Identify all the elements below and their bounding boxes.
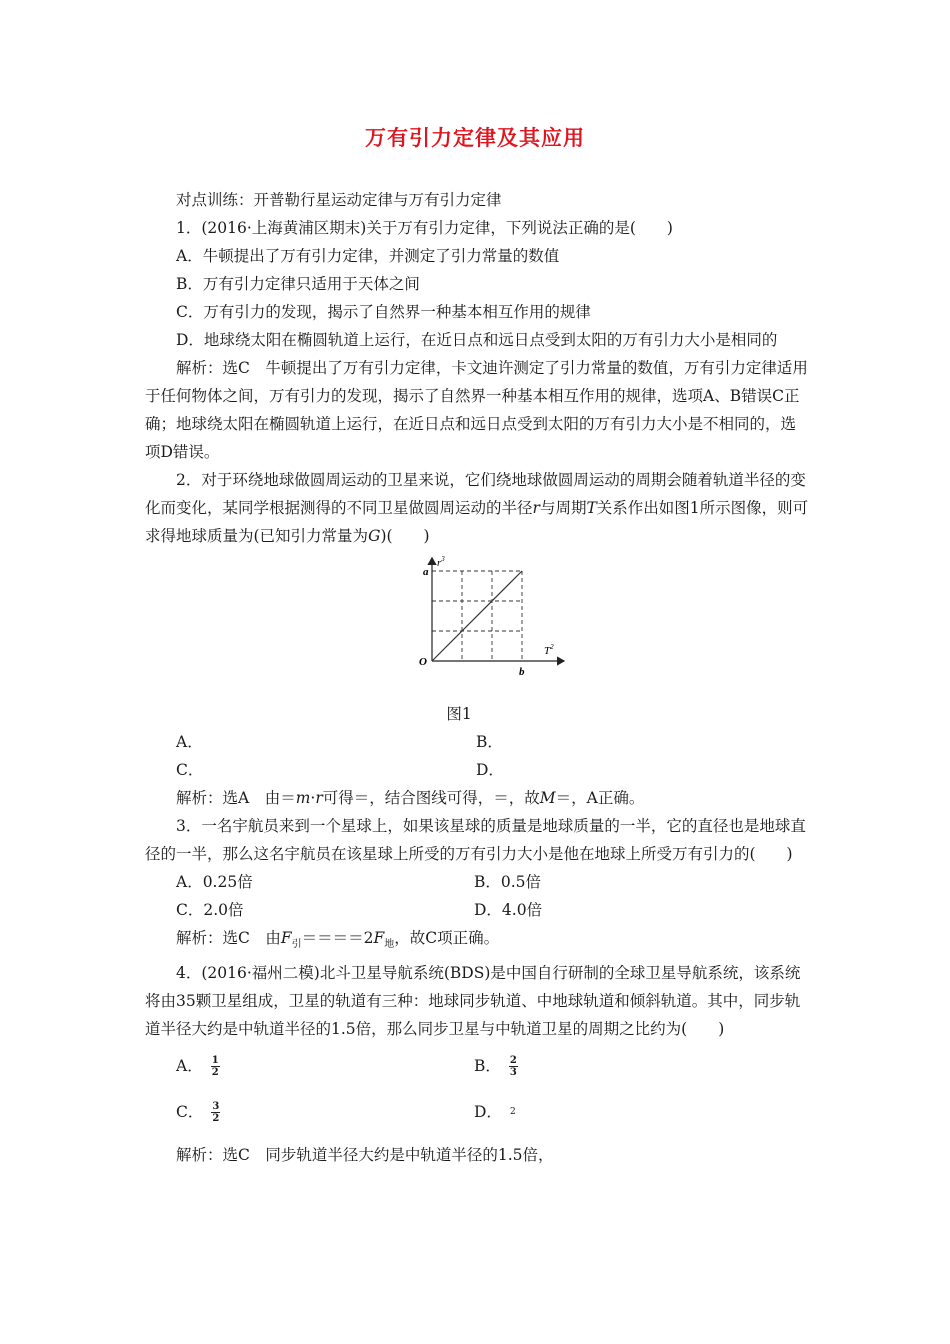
q4-option-b: B． $\frac{2}{3}$ [474, 1054, 517, 1078]
q1-option-d: D．地球绕太阳在椭圆轨道上运行，在近日点和远日点受到太阳的万有引力大小是相同的 [176, 331, 778, 349]
section-heading: 对点训练：开普勒行星运动定律与万有引力定律 [176, 191, 502, 209]
q4-option-c: C． $\frac{3}{2}$ [176, 1100, 220, 1124]
q2-options-row-2 [145, 756, 809, 784]
q2-analysis: 解析：选A 由＝m·r可得＝，结合图线可得，＝，故M＝，A正确。 [176, 789, 645, 807]
q4-option-d: D． 2 [474, 1103, 516, 1122]
q1-analysis: 解析：选C 牛顿提出了万有引力定律，卡文迪许测定了引力常量的数值，万有引力定律适用于任何物体之间，万有引力的发现，揭示了自然界一种基本相互作用的规律，选项A、B错误C正确；地球绕太阳在椭圆轨道上运行，在近日点和远日点受到太阳的万有引力大小是不相同的，选项D错误。 [145, 359, 808, 461]
origin-label: O [419, 656, 427, 668]
q2-option-d: D． [476, 761, 504, 779]
q1-option-c: C．万有引力的发现，揭示了自然界一种基本相互作用的规律 [176, 303, 591, 321]
q1-stem: 1．(2016·上海黄浦区期末)关于万有引力定律，下列说法正确的是( ) [176, 219, 673, 237]
x-mark-b: b [519, 666, 525, 678]
q3-analysis: 解析：选C 由$F_引====2F_地$，故C项正确。 [176, 929, 500, 951]
q4-options-row-1 [145, 1043, 809, 1089]
q3-option-b: B．0.5倍 [474, 873, 542, 891]
q3-option-c: C．2.0倍 [176, 901, 244, 919]
figure-1 [145, 554, 809, 700]
q2-options-row-1 [145, 728, 809, 756]
q3-option-d: D．4.0倍 [474, 901, 543, 919]
page-title: 万有引力定律及其应用 [365, 126, 585, 150]
q2-stem: 2．对于环绕地球做圆周运动的卫星来说，它们绕地球做圆周运动的周期会随着轨道半径的变化而变化，某同学根据测得的不同卫星做圆周运动的半径r与周期T关系作出如图1所示图像，则可求得地球质量为(已知引力常量为G)( ) [145, 471, 809, 545]
document-body [145, 186, 809, 1169]
r3-T2-graph [390, 554, 570, 678]
q2-option-a: A． [176, 733, 203, 751]
y-axis-label: $r^3$ [437, 555, 445, 569]
q2-option-b: B． [476, 733, 503, 751]
figure-caption: 图1 [446, 705, 472, 723]
q4-stem: 4．(2016·福州二模)北斗卫星导航系统(BDS)是中国自行研制的全球卫星导航系统，该系统将由35颗卫星组成，卫星的轨道有三种：地球同步轨道、中地球轨道和倾斜轨道。其中，同步轨道半径大约是中轨道半径的1.5倍，那么同步卫星与中轨道卫星的周期之比约为( ) [145, 964, 801, 1039]
q4-analysis: 解析：选C 同步轨道半径大约是中轨道半径的1.5倍， [176, 1146, 554, 1165]
q3-option-a: A．0.25倍 [176, 873, 253, 891]
q3-stem: 3．一名宇航员来到一个星球上，如果该星球的质量是地球质量的一半，它的直径也是地球直径的一半，那么这名宇航员在该星球上所受的万有引力大小是他在地球上所受万有引力的( ) [145, 817, 806, 863]
q1-option-b: B．万有引力定律只适用于天体之间 [176, 275, 420, 293]
data-line [432, 571, 522, 661]
q3-options-row-2 [145, 896, 809, 924]
q4-option-a: A． $\frac{1}{2}$ [176, 1054, 219, 1078]
q3-options-row-1 [145, 868, 809, 896]
q1-option-a: A．牛顿提出了万有引力定律，并测定了引力常量的数值 [176, 247, 560, 265]
q4-options-row-2 [145, 1089, 809, 1135]
y-mark-a: a [423, 566, 429, 578]
q2-option-c: C． [176, 761, 204, 779]
x-axis-label: $T^2$ [544, 643, 554, 657]
